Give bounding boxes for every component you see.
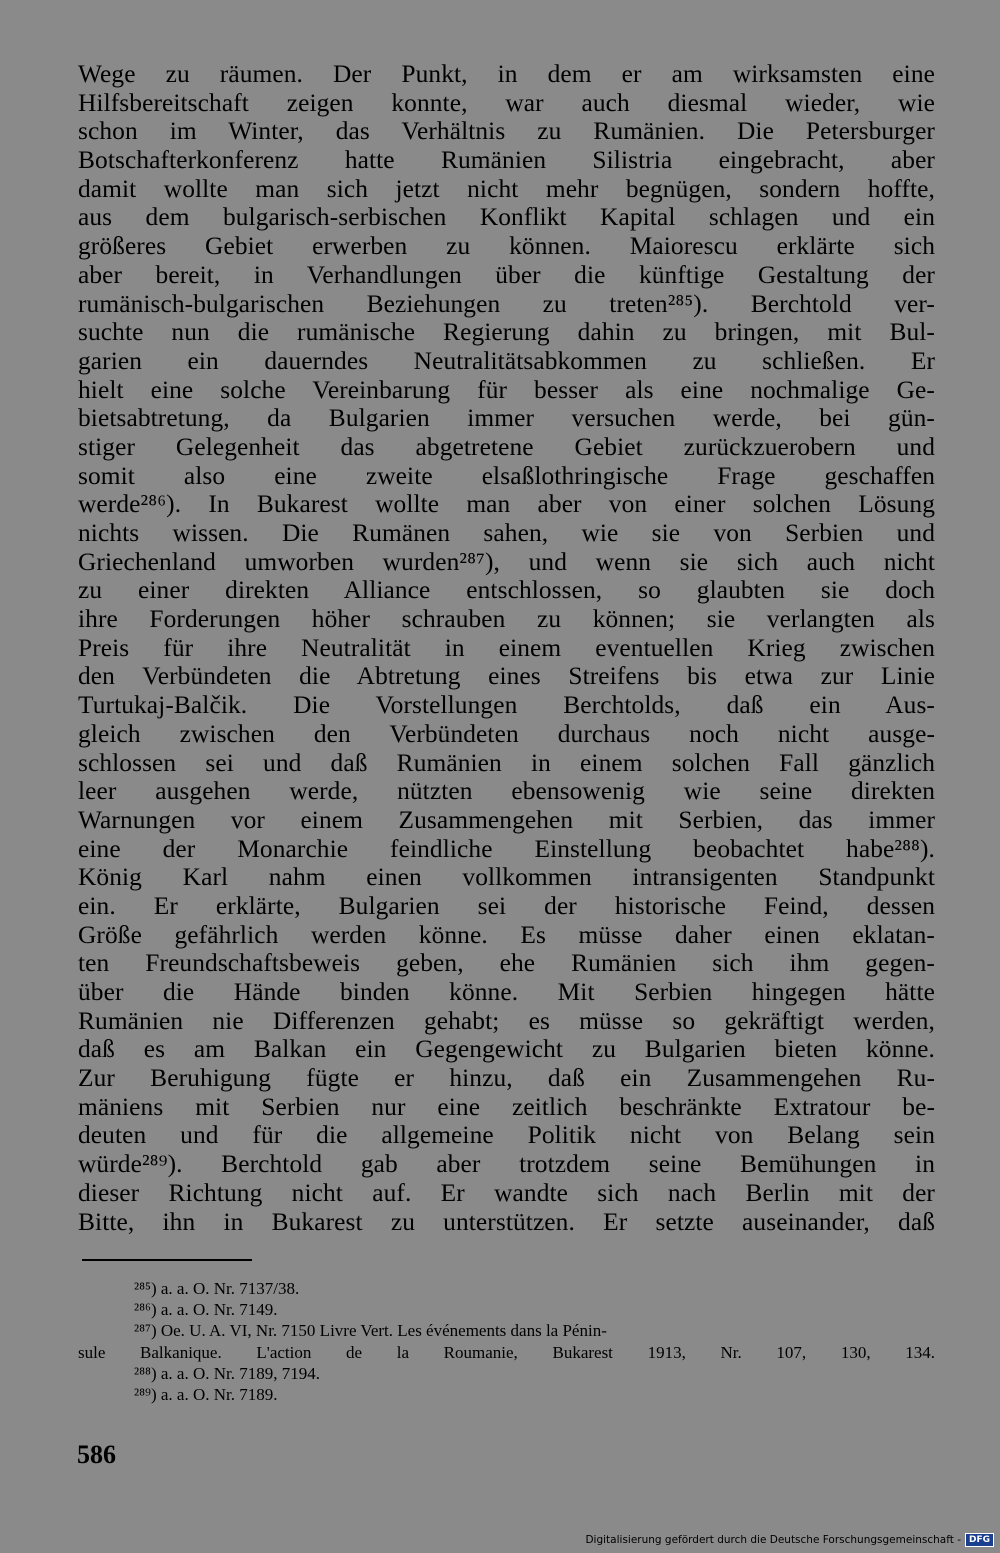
text-line: würde²⁸⁹). Berchtold gab aber trotzdem seine Bemühungen in: [78, 1150, 935, 1179]
text-line: schlossen sei und daß Rumänien in einem solchen Fall gänzlich: [78, 748, 935, 777]
text-line: aus dem bulgarisch-serbischen Konflikt Kapital schlagen und ein: [78, 203, 935, 232]
credit-text: Digitalisierung gefördert durch die Deutsche Forschungsgemeinschaft -: [585, 1534, 961, 1546]
text-line: nichts wissen. Die Rumänen sahen, wie sie von Serbien und: [78, 519, 935, 547]
footnote-287-continued: sule Balkanique. L'action de la Roumanie, Bukarest 1913, Nr. 107, 130, 134.: [78, 1342, 935, 1362]
text-line: Rumänien nie Differenzen gehabt; es müsse so gekräftigt werden,: [78, 1006, 935, 1035]
body-text: [78, 60, 935, 1236]
text-line: werde²⁸⁶). In Bukarest wollte man aber von einer solchen Lösung: [78, 490, 935, 519]
text-line: leer ausgehen werde, nützten ebensowenig wie seine direkten: [78, 777, 935, 806]
text-line: Warnungen vor einem Zusammengehen mit Serbien, das immer: [78, 805, 935, 834]
text-line: Wege zu räumen. Der Punkt, in dem er am wirksamsten eine: [78, 60, 935, 88]
text-line: schon im Winter, das Verhältnis zu Rumänien. Die Petersburger: [78, 117, 935, 146]
text-line: Zur Beruhigung fügte er hinzu, daß ein Zusammengehen Ru-: [78, 1064, 935, 1093]
text-line: ein. Er erklärte, Bulgarien sei der historische Feind, dessen: [78, 891, 935, 920]
footnote-289: ²⁸⁹) a. a. O. Nr. 7189.: [134, 1384, 278, 1404]
footnote-286: ²⁸⁶) a. a. O. Nr. 7149.: [134, 1300, 278, 1320]
text-line: den Verbündeten die Abtretung eines Streifens bis etwa zur Linie: [78, 662, 935, 691]
text-line: zu einer direkten Alliance entschlossen, so glaubten sie doch: [78, 576, 935, 605]
text-line: König Karl nahm einen vollkommen intransigenten Standpunkt: [78, 863, 935, 892]
dfg-logo-icon: DFG: [965, 1533, 994, 1547]
footnote-288: ²⁸⁸) a. a. O. Nr. 7189, 7194.: [134, 1363, 320, 1383]
text-line: Preis für ihre Neutralität in einem eventuellen Krieg zwischen: [78, 633, 935, 662]
text-line: mäniens mit Serbien nur eine zeitlich beschränkte Extratour be-: [78, 1092, 935, 1121]
text-line: eine der Monarchie feindliche Einstellung beobachtet habe²⁸⁸).: [78, 834, 935, 863]
footnote-285: ²⁸⁵) a. a. O. Nr. 7137/38.: [134, 1279, 300, 1298]
page-number: 586: [77, 1440, 116, 1469]
digitization-credit: [585, 1533, 994, 1547]
text-line: bietsabtretung, da Bulgarien immer versuchen werde, bei gün-: [78, 404, 935, 433]
text-line: gleich zwischen den Verbündeten durchaus noch nicht ausge-: [78, 719, 935, 748]
footnotes: [78, 1278, 935, 1405]
text-line: rumänisch-bulgarischen Beziehungen zu treten²⁸⁵). Berchtold ver-: [78, 289, 935, 318]
text-line: ihre Forderungen höher schrauben zu können; sie verlangten als: [78, 605, 935, 634]
text-line: größeres Gebiet erwerben zu können. Maiorescu erklärte sich: [78, 232, 935, 261]
text-line: über die Hände binden könne. Mit Serbien hingegen hätte: [78, 978, 935, 1006]
text-line: somit also eine zweite elsaßlothringische Frage geschaffen: [78, 461, 935, 490]
text-line: deuten und für die allgemeine Politik nicht von Belang sein: [78, 1121, 935, 1150]
text-line: aber bereit, in Verhandlungen über die künftige Gestaltung der: [78, 260, 935, 289]
text-line: dieser Richtung nicht auf. Er wandte sich nach Berlin mit der: [78, 1178, 935, 1207]
footnote-divider: [82, 1259, 252, 1261]
text-line: Größe gefährlich werden könne. Es müsse daher einen eklatan-: [78, 920, 935, 949]
text-line: damit wollte man sich jetzt nicht mehr begnügen, sondern hoffte,: [78, 174, 935, 203]
footnote-287: ²⁸⁷) Oe. U. A. VI, Nr. 7150 Livre Vert. Les événements dans la Pénin-: [134, 1321, 607, 1341]
text-line: suchte nun die rumänische Regierung dahin zu bringen, mit Bul-: [78, 318, 935, 347]
text-line: Turtukaj-Balčik. Die Vorstellungen Berchtolds, daß ein Aus-: [78, 691, 935, 720]
text-line: stiger Gelegenheit das abgetretene Gebiet zurückzuerobern und: [78, 432, 935, 461]
text-line: Griechenland umworben wurden²⁸⁷), und wenn sie sich auch nicht: [78, 547, 935, 576]
text-line: ten Freundschaftsbeweis geben, ehe Rumänien sich ihm gegen-: [78, 949, 935, 978]
text-line: hielt eine solche Vereinbarung für besser als eine nochmalige Ge-: [78, 375, 935, 404]
text-line: Botschafterkonferenz hatte Rumänien Silistria eingebracht, aber: [78, 146, 935, 175]
text-line: garien ein dauerndes Neutralitätsabkommen zu schließen. Er: [78, 346, 935, 375]
text-line: daß es am Balkan ein Gegengewicht zu Bulgarien bieten könne.: [78, 1035, 935, 1064]
text-line: Hilfsbereitschaft zeigen konnte, war auch diesmal wieder, wie: [78, 88, 935, 117]
text-line: Bitte, ihn in Bukarest zu unterstützen. Er setzte auseinander, daß: [78, 1207, 935, 1236]
